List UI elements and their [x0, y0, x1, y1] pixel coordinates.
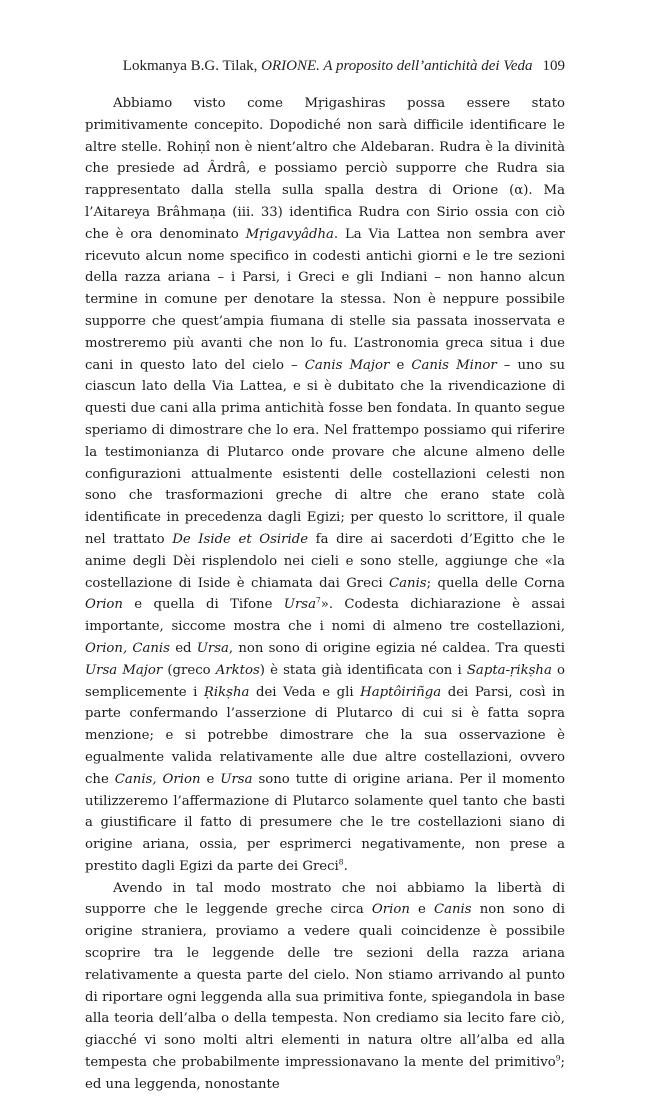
text-run: Avendo in tal modo mostrato che noi abbiamo la libertà di supporre che le leggende greche circa: [85, 880, 565, 918]
text-run: ». Codesta dichiarazione è assai importante, siccome mostra che i nomi di almeno tre costellazioni,: [85, 597, 565, 635]
text-run: dei Parsi, così in parte confermando l’asserzione di Plutarco di cui si è fatta sopra menzione; e si potrebbe dimostrare che la sua osservazione è egualmente valida relativamente alle due altre costellazioni, ovvero che: [85, 684, 565, 787]
italic-term: Arktos: [215, 662, 260, 678]
text-run: – uno su ciascun lato della Via Lattea, e si è dubitato che la rivendicazione di questi due cani alla prima antichità fosse ben fondata. In quanto segue speriamo di dimostrare che lo era. Nel frattempo possiamo qui riferire la testimonianza di Plutarco onde provare che alcune almeno delle configurazioni attualmente esistenti delle costellazioni celesti non sono che trasformazioni greche di altre che erano state colà identificate in precedenza dagli Egizi; per questo lo scrittore, il quale nel trattato: [85, 357, 565, 547]
text-run: e: [389, 357, 412, 373]
italic-term: Sapta-ṛikṣha: [466, 662, 552, 678]
body-text: [85, 93, 565, 1096]
text-run: ed: [169, 640, 197, 656]
text-run: e: [200, 771, 221, 787]
italic-term: Canis Major: [304, 357, 390, 373]
text-run: ; ed una leggenda, nonostante: [85, 1055, 565, 1092]
text-run: ; quella delle Corna: [426, 575, 565, 591]
page-number: 109: [542, 58, 565, 74]
text-run: e: [409, 902, 434, 918]
text-run: fa dire ai sacerdoti d’Egitto che le anime degli Dèi risplendolo nei cieli e sono stelle, aggiunge che «la costellazione di Iside è chiamata dai Greci: [85, 531, 565, 591]
text-run: sono tutte di origine ariana. Per il momento utilizzeremo l’affermazione di Plutarco solamente quel tanto che basti a giustificare il fatto di presumere che le tre costellazioni siano di origine ariana, ossia, per esprimerci negativamente, non prese a prestito dagli Egizi da parte dei Greci: [85, 771, 565, 874]
paragraph-2: [85, 878, 565, 1096]
text-run: , non sono di origine egizia né caldea. Tra questi: [228, 640, 565, 656]
header-title: ORIONE. A proposito dell’antichità dei Veda: [261, 58, 533, 74]
italic-term: Orion: [371, 902, 410, 918]
italic-term: Mṛigavyâdha: [245, 226, 334, 242]
italic-term: Haptôiriñga: [360, 684, 442, 700]
footnote-marker[interactable]: 9: [555, 1053, 561, 1063]
text-run: e quella di Tifone: [122, 597, 284, 613]
text-run: ) è stata già identificata con i: [259, 662, 467, 678]
italic-term: Orion, Canis: [85, 640, 170, 656]
italic-term: Ursa: [283, 597, 316, 613]
text-run: non sono di origine straniera, proviamo a vedere quali coincidenze è possibile scoprire tra le leggende delle tre sezioni della razza ariana relativamente a questa parte del cielo. Non stiamo arrivando al punto di riportare ogni leggenda alla sua primitiva fonte, spiegandola in base alla teoria dell’alba o della tempesta. Non crediamo sia lecito fare ciò, giacché vi sono molti altri elementi in natura oltre all’alba ed alla tempesta che probabilmente impressionavano la mente del primitivo: [85, 902, 566, 1071]
italic-term: Canis Minor: [411, 357, 497, 373]
italic-term: Ursa: [220, 771, 253, 787]
header-author: Lokmanya B.G. Tilak,: [122, 58, 258, 74]
paragraph-1: [85, 93, 565, 878]
italic-term: Ursa Major: [85, 662, 163, 678]
italic-term: Orion: [85, 597, 123, 613]
italic-term: Canis: [433, 902, 472, 918]
italic-term: Ursa: [196, 640, 229, 656]
italic-term: Ṛikṣha: [203, 684, 250, 700]
italic-term: Canis, Orion: [114, 771, 201, 787]
text-run: o semplicemente i: [85, 662, 565, 700]
text-run: dei Veda e gli: [249, 684, 361, 700]
italic-term: De Iside et Osiride: [172, 531, 309, 547]
footnote-marker[interactable]: 8: [338, 857, 344, 867]
italic-term: Canis: [389, 575, 427, 591]
text-run: . La Via Lattea non sembra aver ricevuto alcun nome specifico in codesti antichi giorni e le tre sezioni della razza ariana – i Parsi, i Greci e gli Indiani – non hanno alcun termine in comune per denotare la stessa. Non è neppure possibile supporre che quest’ampia fiumana di stelle sia passata inosservata e mostreremo più avanti che non lo fu. L’astronomia greca situa i due cani in questo lato del cielo –: [85, 226, 565, 373]
text-run: .: [343, 858, 348, 874]
running-header: [85, 58, 565, 75]
text-run: Abbiamo visto come Mṛigashiras possa essere stato primitivamente concepito. Dopodiché non sarà difficile identificare le altre stelle. Rohiṇî non è nient’altro che Aldebaran. Rudra è la divinità che presiede ad Ârdrâ, e possiamo perciò supporre che Rudra sia rappresentato dalla stella sulla spalla destra di Orione (α). Ma l’Aitareya Brâhmaṇa (iii. 33) identifica Rudra con Sirio ossia con ciò che è ora denominato: [85, 96, 565, 242]
text-run: (greco: [162, 662, 216, 678]
footnote-marker[interactable]: 7: [315, 595, 321, 605]
